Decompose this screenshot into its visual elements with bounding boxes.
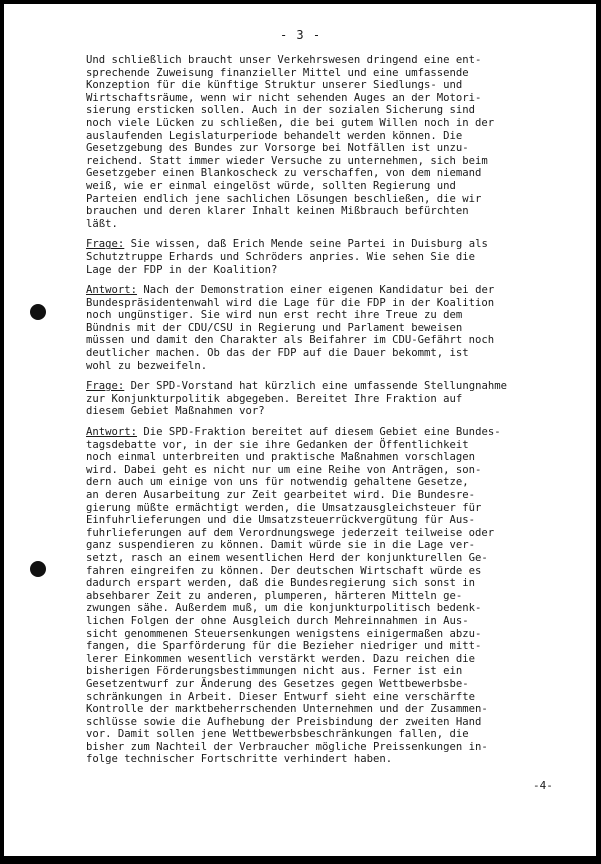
line-text: deutlicher machen. Ob das der FDP auf die Dauer bekommt, ist [86, 347, 469, 360]
text-line [86, 130, 576, 143]
text-line [86, 527, 576, 540]
next-page-marker: -4- [533, 779, 553, 792]
text-line [86, 92, 576, 105]
text-line [86, 104, 576, 117]
qa-paragraph [86, 238, 576, 276]
line-text: Lage der FDP in der Koalition? [86, 263, 278, 276]
text-line [86, 218, 576, 231]
text-line [86, 476, 576, 489]
line-text: setzt, rasch an einem wesentlichen Herd der konjunkturellen Ge- [86, 551, 488, 564]
line-text: sierung ersticken sollen. Auch in der sozialen Sicherung sind [86, 104, 476, 117]
line-text: noch einmal unterbreiten und praktische Maßnahmen vorschlagen [86, 451, 476, 464]
text-line [86, 264, 576, 277]
line-text: noch ungünstiger. Sie wird nun erst recht ihre Treue zu dem [86, 309, 463, 322]
text-line [86, 590, 576, 603]
line-text: absehbarer Zeit zu anderen, plumperen, härteren Mitteln ge- [86, 589, 463, 602]
line-text: lichen Folgen der ohne Ausgleich durch Mehreinnahmen in Aus- [86, 614, 469, 627]
paragraph-gap [86, 372, 576, 380]
line-text: zwungen sähe. Außerdem muß, um die konjunkturpolitisch bedenk- [86, 602, 482, 615]
text-line [86, 552, 576, 565]
text-line [86, 360, 576, 373]
line-text: Schutztruppe Erhards und Schröders anpries. Wie sehen Sie die [86, 250, 476, 263]
text-line [86, 193, 576, 206]
line-text: gierung müßte ermächtigt werden, die Umsatzausgleichsteuer für [86, 501, 482, 514]
text-line [86, 514, 576, 527]
text-line [86, 238, 576, 251]
speaker-label: Antwort: [86, 426, 138, 439]
text-line [86, 117, 576, 130]
text-line [86, 79, 576, 92]
speaker-label: Frage: [86, 380, 125, 393]
text-line [86, 716, 576, 729]
text-line [86, 54, 576, 67]
line-text: Der SPD-Vorstand hat kürzlich eine umfassende Stellungnahme [124, 380, 507, 393]
text-line [86, 577, 576, 590]
line-text: ganz suspendieren zu können. Damit würde sie in die Lage ver- [86, 539, 476, 552]
line-text: diesem Gebiet Maßnahmen vor? [86, 405, 265, 418]
paragraph-gap [86, 418, 576, 426]
text-line [86, 489, 576, 502]
line-text: Nach der Demonstration einer eigenen Kandidatur bei der [137, 284, 495, 297]
line-text: folge technischer Fortschritte verhindert haben. [86, 753, 393, 766]
line-text: Bundespräsidentenwahl wird die Lage für die FDP in der Koalition [86, 296, 495, 309]
text-line [86, 602, 576, 615]
line-text: auslaufenden Legislaturperiode behandelt werden können. Die [86, 129, 463, 142]
line-text: Sie wissen, daß Erich Mende seine Partei in Duisburg als [124, 238, 488, 251]
text-line [86, 703, 576, 716]
text-line [86, 167, 576, 180]
line-text: bisher zum Nachteil der Verbraucher mögliche Preissenkungen in- [86, 740, 488, 753]
line-text: Bündnis mit der CDU/CSU in Regierung und Parlament beweisen [86, 321, 463, 334]
text-line [86, 393, 576, 406]
line-text: Parteien endlich jene sachlichen Lösungen beschließen, die wir [86, 192, 482, 205]
line-text: zur Konjunkturpolitik abgegeben. Bereitet Ihre Fraktion auf [86, 392, 463, 405]
line-text: Gesetzgeber einen Blankoscheck zu verschaffen, von dem niemand [86, 167, 482, 180]
text-line [86, 451, 576, 464]
scan-border-bottom [0, 856, 601, 864]
line-text: vor. Damit sollen jene Wettbewerbsbeschränkungen fallen, die [86, 728, 469, 741]
text-line [86, 439, 576, 452]
text-line [86, 284, 576, 297]
line-text: noch viele Lücken zu schließen, die bei gutem Willen noch in der [86, 116, 495, 129]
text-line [86, 67, 576, 80]
line-text: Gesetzgebung des Bundes zur Vorsorge bei Notfällen ist unzu- [86, 142, 469, 155]
line-text: dern auch um einige von uns für notwendig gehaltene Gesetze, [86, 476, 469, 489]
text-line [86, 502, 576, 515]
text-line [86, 309, 576, 322]
line-text: bisherigen Förderungsbestimmungen nicht aus. Ferner ist ein [86, 665, 463, 678]
line-text: fahren eingreifen zu können. Der deutschen Wirtschaft würde es [86, 564, 482, 577]
scan-border-right [596, 0, 601, 864]
document-body [86, 54, 576, 766]
line-text: fuhrlieferungen auf dem Verordnungswege jederzeit teilweise oder [86, 526, 495, 539]
text-line [86, 464, 576, 477]
text-line [86, 565, 576, 578]
text-line [86, 640, 576, 653]
text-line [86, 334, 576, 347]
text-line [86, 665, 576, 678]
line-text: Wirtschaftsräume, wenn wir nicht sehenden Auges an der Motori- [86, 91, 482, 104]
text-line [86, 205, 576, 218]
line-text: wohl zu bezweifeln. [86, 359, 208, 372]
line-text: reichend. Statt immer wieder Versuche zu unternehmen, sich beim [86, 154, 488, 167]
text-line [86, 380, 576, 393]
line-text: sicht genommenen Steuersenkungen wenigstens einigermaßen abzu- [86, 627, 482, 640]
text-line [86, 653, 576, 666]
line-text: Einfuhrlieferungen und die Umsatzsteuerrückvergütung für Aus- [86, 514, 476, 527]
text-line [86, 426, 576, 439]
qa-paragraph [86, 284, 576, 372]
text-line [86, 741, 576, 754]
line-text: brauchen und deren klarer Inhalt keinen Mißbrauch befürchten [86, 205, 469, 218]
page-number: - 3 - [279, 28, 322, 42]
line-text: schlüsse sowie die Aufhebung der Preisbindung der zweiten Hand [86, 715, 482, 728]
text-line [86, 615, 576, 628]
scan-border-top [0, 0, 601, 4]
text-line [86, 322, 576, 335]
text-line [86, 678, 576, 691]
line-text: weiß, wie er einmal eingelöst würde, sollten Regierung und [86, 179, 456, 192]
qa-paragraph [86, 426, 576, 766]
line-text: Konzeption für die künftige Struktur unserer Siedlungs- und [86, 79, 463, 92]
line-text: dadurch erspart werden, daß die Bundesregierung sich sonst in [86, 577, 476, 590]
line-text: müssen und damit den Charakter als Beifahrer im CDU-Gefährt noch [86, 334, 495, 347]
text-line [86, 753, 576, 766]
text-line [86, 728, 576, 741]
line-text: Kontrolle der marktbeherrschenden Unternehmen und der Zusammen- [86, 703, 488, 716]
line-text: Und schließlich braucht unser Verkehrswesen dringend eine ent- [86, 54, 482, 66]
text-line [86, 628, 576, 641]
line-text: sprechende Zuweisung finanzieller Mittel und eine umfassende [86, 66, 469, 79]
qa-paragraph [86, 380, 576, 418]
scan-border-left [0, 0, 4, 864]
punch-hole [30, 304, 46, 320]
line-text: tagsdebatte vor, in der sie ihre Gedanken der Öffentlichkeit [86, 438, 469, 451]
paragraph-gap [86, 230, 576, 238]
text-line [86, 251, 576, 264]
line-text: schränkungen in Arbeit. Dieser Entwurf sieht eine verschärfte [86, 690, 476, 703]
punch-hole [30, 561, 46, 577]
line-text: wird. Dabei geht es nicht nur um eine Reihe von Anträgen, son- [86, 463, 482, 476]
line-text: lerer Einkommen wesentlich verstärkt werden. Dazu reichen die [86, 652, 476, 665]
text-line [86, 347, 576, 360]
speaker-label: Antwort: [86, 284, 138, 297]
line-text: an deren Ausarbeitung zur Zeit gearbeitet wird. Die Bundesre- [86, 489, 476, 501]
text-line [86, 691, 576, 704]
paragraph [86, 54, 576, 230]
paragraph-gap [86, 276, 576, 284]
line-text: fangen, die Sparförderung für die Bezieher niedriger und mitt- [86, 640, 482, 653]
text-line [86, 405, 576, 418]
speaker-label: Frage: [86, 238, 125, 251]
text-line [86, 155, 576, 168]
line-text: Die SPD-Fraktion bereitet auf diesem Gebiet eine Bundes- [137, 426, 501, 439]
line-text: läßt. [86, 217, 118, 230]
line-text: Gesetzentwurf zur Änderung des Gesetzes gegen Wettbewerbsbe- [86, 677, 469, 690]
text-line [86, 539, 576, 552]
text-line [86, 297, 576, 310]
text-line [86, 180, 576, 193]
text-line [86, 142, 576, 155]
